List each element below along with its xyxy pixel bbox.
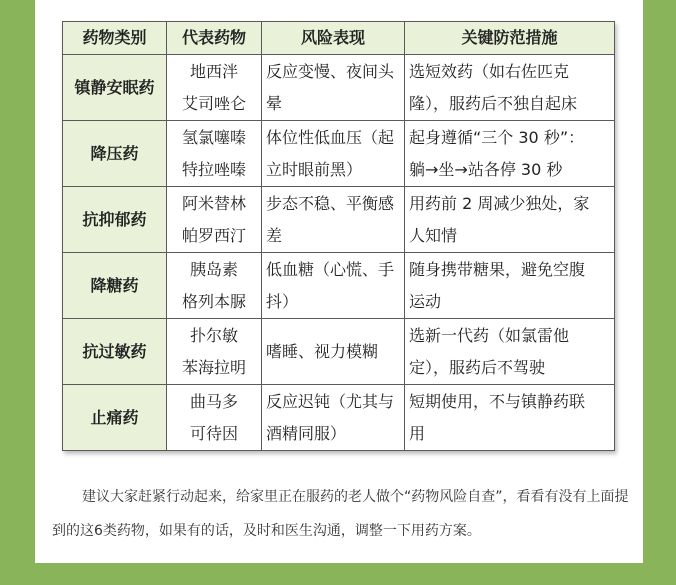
cell-risk: [262, 253, 405, 319]
cell-category: 降糖药: [63, 253, 167, 319]
table-row: [63, 253, 615, 319]
header-drugs: 代表药物: [167, 22, 262, 55]
cell-risk: [262, 55, 405, 121]
cell-risk-line: 嗜睡、视力模糊: [266, 341, 379, 361]
cell-risk-line: 酒精同服）: [266, 423, 347, 443]
cell-drugs: [167, 121, 262, 187]
cell-measure: [405, 187, 615, 253]
cell-measure-line: 随身携带糖果，避免空腹: [409, 259, 586, 279]
cell-measure-line: 隆），服药后不独自起床: [409, 93, 578, 113]
cell-risk-line: 差: [266, 225, 283, 245]
advice-paragraph: 建议大家赶紧行动起来，给家里正在服药的老人做个“药物风险自查”，看看有没有上面提到的这6类药物，如果有的话，及时和医生沟通，调整一下用药方案。: [52, 489, 629, 539]
table-header-row: [63, 22, 615, 55]
cell-risk-line: 晕: [266, 93, 283, 113]
cell-measure-line: 用药前 2 周减少独处，家: [409, 193, 590, 213]
cell-measure-line: 短期使用，不与镇静药联: [409, 391, 586, 411]
cell-risk: [262, 319, 405, 385]
cell-category: 止痛药: [63, 385, 167, 451]
cell-drugs-line: 胰岛素: [189, 259, 238, 279]
cell-drugs: [167, 187, 262, 253]
cell-drugs-line: 格列本脲: [181, 291, 246, 311]
cell-drugs-line: 曲马多: [189, 391, 238, 411]
cell-drugs-line: 苯海拉明: [181, 357, 246, 377]
cell-risk: [262, 121, 405, 187]
table-row: [63, 187, 615, 253]
cell-risk: [262, 385, 405, 451]
cell-measure: [405, 319, 615, 385]
cell-drugs-line: 帕罗西汀: [181, 225, 246, 245]
medication-risk-table-wrapper: [62, 21, 615, 451]
cell-drugs-line: 艾司唑仑: [181, 93, 246, 113]
cell-risk-line: 低血糖（心慌、手: [266, 259, 395, 279]
cell-risk-line: 抖）: [266, 291, 299, 311]
cell-risk-line: 立时眼前黑）: [266, 159, 363, 179]
cell-category: 抗过敏药: [63, 319, 167, 385]
cell-drugs-line: 可待因: [189, 423, 238, 443]
cell-category: 降压药: [63, 121, 167, 187]
table-row: [63, 319, 615, 385]
cell-drugs: [167, 385, 262, 451]
cell-risk: [262, 187, 405, 253]
cell-measure: [405, 121, 615, 187]
cell-measure-line: 定），服药后不驾驶: [409, 357, 546, 377]
cell-risk-line: 反应变慢、夜间头: [266, 61, 395, 81]
cell-measure: [405, 253, 615, 319]
medication-risk-table: [62, 21, 615, 451]
cell-risk-line: 体位性低血压（起: [266, 127, 395, 147]
cell-risk-line: 反应迟钝（尤其与: [266, 391, 395, 411]
content-card: [35, 0, 643, 563]
cell-measure-line: 躺→坐→站各停 30 秒: [409, 159, 563, 179]
cell-measure-line: 选短效药（如右佐匹克: [409, 61, 570, 81]
cell-measure-line: 人知情: [409, 225, 458, 245]
cell-drugs-line: 地西泮: [189, 61, 238, 81]
table-row: [63, 55, 615, 121]
cell-drugs: [167, 253, 262, 319]
header-risk: 风险表现: [262, 22, 405, 55]
cell-measure-line: 起身遵循“三个 30 秒”：: [409, 127, 585, 147]
cell-drugs-line: 氢氯噻嗪: [181, 127, 246, 147]
cell-measure-line: 选新一代药（如氯雷他: [409, 325, 570, 345]
cell-drugs-line: 特拉唑嗪: [181, 159, 246, 179]
cell-drugs: [167, 319, 262, 385]
table-row: [63, 385, 615, 451]
table-row: [63, 121, 615, 187]
header-category: 药物类别: [63, 22, 167, 55]
cell-category: 镇静安眠药: [63, 55, 167, 121]
cell-drugs-line: 扑尔敏: [189, 325, 238, 345]
cell-measure-line: 运动: [409, 291, 442, 311]
cell-category: 抗抑郁药: [63, 187, 167, 253]
cell-measure: [405, 385, 615, 451]
header-measure: 关键防范措施: [405, 22, 615, 55]
cell-measure: [405, 55, 615, 121]
cell-risk-line: 步态不稳、平衡感: [266, 193, 395, 213]
cell-drugs: [167, 55, 262, 121]
cell-drugs-line: 阿米替林: [181, 193, 246, 213]
cell-measure-line: 用: [409, 423, 426, 443]
